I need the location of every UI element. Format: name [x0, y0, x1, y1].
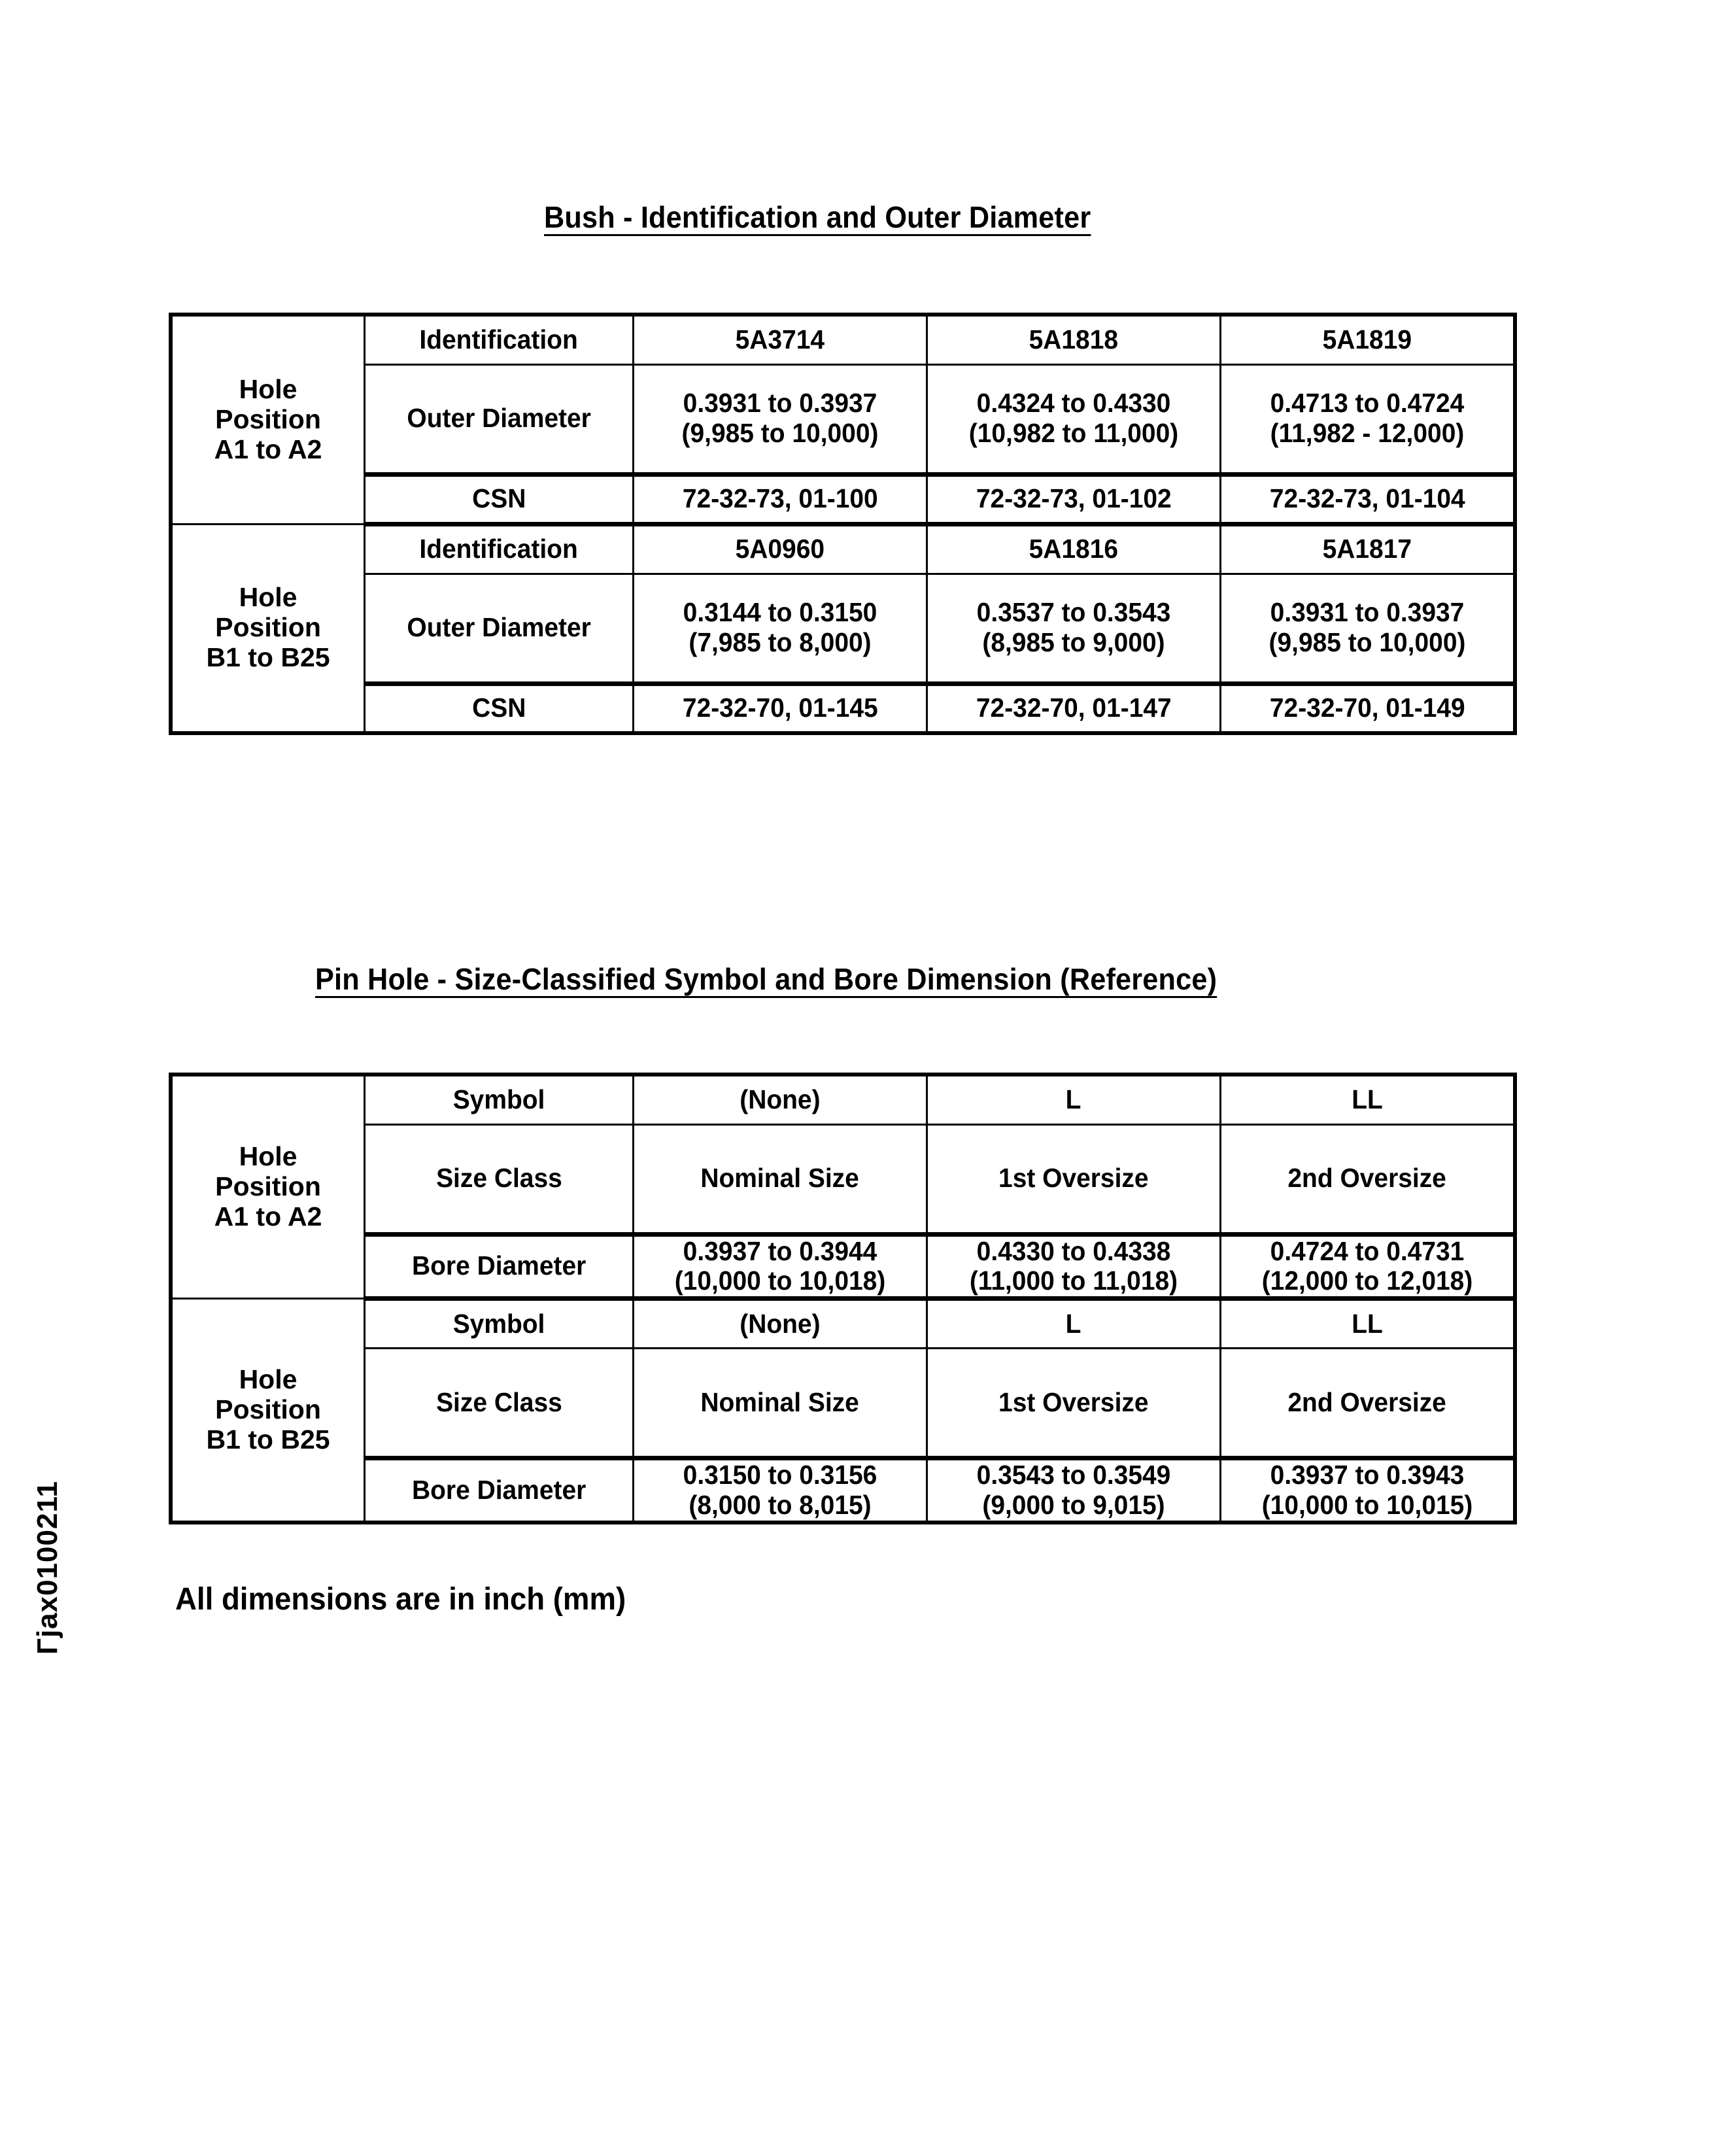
value-line: 72-32-73, 01-100: [682, 483, 878, 514]
value-cell: [634, 1124, 927, 1234]
value-line: (9,985 to 10,000): [681, 418, 879, 448]
value-cell: [1221, 524, 1516, 574]
value-line: Nominal Size: [700, 1386, 860, 1417]
parameter-label-cell: [365, 315, 634, 364]
pin-hole-table-title: Pin Hole - Size-Classified Symbol and Bore Dimension (Reference): [315, 962, 1217, 996]
value-line: 0.3937 to 0.3943: [1270, 1460, 1465, 1490]
hole-position-cell: [171, 524, 365, 733]
hole-position-line: A1 to A2: [214, 434, 322, 464]
value-line: 72-32-70, 01-147: [976, 693, 1172, 723]
hole-position-line: Hole: [239, 582, 298, 613]
hole-position-cell: [171, 315, 365, 524]
table-row: [171, 683, 1515, 733]
value-cell: [634, 1075, 927, 1124]
parameter-label-cell: [365, 1458, 634, 1523]
value-cell: [634, 1458, 927, 1523]
value-cell: [927, 1349, 1221, 1458]
parameter-label: Outer Diameter: [407, 403, 591, 434]
bush-table-title: Bush - Identification and Outer Diameter: [544, 200, 1091, 234]
document-id-label: Гjax0100211: [31, 1481, 63, 1655]
value-line: 5A0960: [735, 534, 825, 564]
table-row: [171, 1075, 1515, 1124]
value-cell: [634, 1299, 927, 1349]
value-line: 5A1817: [1322, 534, 1412, 564]
value-cell: [634, 1234, 927, 1299]
value-cell: [1221, 1075, 1516, 1124]
value-line: (8,000 to 8,015): [689, 1490, 872, 1521]
value-cell: [1221, 364, 1516, 474]
value-line: 72-32-73, 01-102: [976, 483, 1172, 514]
value-line: 0.3150 to 0.3156: [683, 1460, 877, 1490]
value-cell: [634, 574, 927, 683]
value-cell: [1221, 1234, 1516, 1299]
value-line: (8,985 to 9,000): [982, 627, 1165, 657]
parameter-label-cell: [365, 1299, 634, 1349]
value-cell: [927, 524, 1221, 574]
value-line: (10,000 to 10,015): [1261, 1490, 1473, 1521]
value-cell: [927, 1124, 1221, 1234]
parameter-label: Identification: [419, 534, 579, 564]
value-cell: [1221, 315, 1516, 364]
parameter-label-cell: [365, 1234, 634, 1299]
parameter-label-cell: [365, 1124, 634, 1234]
value-line: L: [1066, 1308, 1081, 1339]
hole-position-line: Position: [215, 1171, 321, 1202]
parameter-label: Symbol: [452, 1084, 545, 1114]
hole-position-line: B1 to B25: [206, 1424, 330, 1455]
value-cell: [1221, 1349, 1516, 1458]
table-row: [171, 1124, 1515, 1234]
value-line: (11,000 to 11,018): [969, 1265, 1178, 1296]
parameter-label: CSN: [471, 693, 526, 723]
table-row: [171, 574, 1515, 683]
hole-position-line: Hole: [239, 373, 298, 404]
parameter-label-cell: [365, 474, 634, 524]
value-cell: [1221, 474, 1516, 524]
table-row: [171, 1458, 1515, 1523]
value-line: LL: [1352, 1084, 1383, 1114]
value-line: 0.3931 to 0.3937: [1270, 597, 1465, 628]
bush-identification-outer-diameter-table: [169, 313, 1517, 735]
value-line: 72-32-73, 01-104: [1269, 483, 1465, 514]
value-line: L: [1066, 1084, 1081, 1114]
value-line: 5A1819: [1322, 324, 1412, 354]
value-line: (11,982 - 12,000): [1270, 418, 1465, 448]
table-row: [171, 315, 1515, 364]
value-cell: [634, 524, 927, 574]
value-cell: [1221, 1458, 1516, 1523]
value-cell: [927, 474, 1221, 524]
table-body: [171, 315, 1515, 733]
value-line: (10,000 to 10,018): [674, 1265, 886, 1296]
table-row: [171, 524, 1515, 574]
value-cell: [927, 315, 1221, 364]
parameter-label: Size Class: [435, 1163, 562, 1194]
value-cell: [634, 1349, 927, 1458]
table-row: [171, 474, 1515, 524]
value-line: (12,000 to 12,018): [1261, 1265, 1473, 1296]
value-cell: [1221, 1124, 1516, 1234]
table-row: [171, 1349, 1515, 1458]
value-cell: [927, 1458, 1221, 1523]
value-cell: [634, 474, 927, 524]
table-body: [171, 1075, 1515, 1523]
hole-position-line: Hole: [239, 1364, 298, 1395]
value-line: 0.4724 to 0.4731: [1270, 1235, 1465, 1266]
parameter-label-cell: [365, 524, 634, 574]
value-line: (7,985 to 8,000): [689, 627, 872, 657]
value-line: 0.4713 to 0.4724: [1270, 388, 1465, 419]
value-cell: [927, 1234, 1221, 1299]
value-line: 2nd Oversize: [1287, 1163, 1447, 1194]
value-line: 5A1816: [1029, 534, 1119, 564]
hole-position-line: Position: [215, 1394, 321, 1425]
value-cell: [927, 1299, 1221, 1349]
value-cell: [927, 683, 1221, 733]
value-line: 0.4330 to 0.4338: [976, 1235, 1171, 1266]
value-cell: [1221, 574, 1516, 683]
parameter-label-cell: [365, 574, 634, 683]
value-line: 0.4324 to 0.4330: [976, 388, 1171, 419]
value-line: 72-32-70, 01-145: [682, 693, 878, 723]
pin-hole-size-class-bore-dimension-table: [169, 1073, 1517, 1524]
value-line: 5A1818: [1029, 324, 1119, 354]
parameter-label: Bore Diameter: [411, 1250, 587, 1281]
table-row: [171, 1234, 1515, 1299]
parameter-label-cell: [365, 1075, 634, 1124]
value-line: 0.3931 to 0.3937: [683, 388, 877, 419]
hole-position-cell: [171, 1299, 365, 1523]
value-line: Nominal Size: [700, 1163, 860, 1194]
value-line: (9,985 to 10,000): [1268, 627, 1466, 657]
value-cell: [927, 574, 1221, 683]
value-cell: [1221, 1299, 1516, 1349]
value-line: 72-32-70, 01-149: [1269, 693, 1465, 723]
value-line: 1st Oversize: [998, 1386, 1149, 1417]
parameter-label: Symbol: [452, 1308, 545, 1339]
parameter-label: CSN: [471, 483, 526, 514]
value-cell: [634, 315, 927, 364]
value-line: 5A3714: [735, 324, 825, 354]
value-line: (None): [740, 1308, 821, 1339]
value-cell: [634, 364, 927, 474]
value-line: 0.3144 to 0.3150: [683, 597, 877, 628]
hole-position-line: B1 to B25: [206, 642, 330, 673]
units-note: All dimensions are in inch (mm): [175, 1582, 626, 1617]
hole-position-line: Position: [215, 612, 321, 643]
parameter-label: Identification: [419, 324, 579, 354]
parameter-label: Size Class: [435, 1386, 562, 1417]
value-line: 0.3937 to 0.3944: [683, 1235, 877, 1266]
value-line: (None): [740, 1084, 821, 1114]
hole-position-line: A1 to A2: [214, 1201, 322, 1232]
value-line: (10,982 to 11,000): [968, 418, 1179, 448]
value-line: 1st Oversize: [998, 1163, 1149, 1194]
parameter-label: Outer Diameter: [407, 612, 591, 643]
value-cell: [927, 1075, 1221, 1124]
value-cell: [1221, 683, 1516, 733]
parameter-label: Bore Diameter: [411, 1475, 587, 1506]
value-line: (9,000 to 9,015): [982, 1490, 1165, 1521]
hole-position-line: Position: [215, 404, 321, 434]
table-row: [171, 1299, 1515, 1349]
value-cell: [927, 364, 1221, 474]
value-line: 2nd Oversize: [1287, 1386, 1447, 1417]
hole-position-cell: [171, 1075, 365, 1299]
value-line: 0.3543 to 0.3549: [976, 1460, 1171, 1490]
value-line: 0.3537 to 0.3543: [976, 597, 1171, 628]
parameter-label-cell: [365, 364, 634, 474]
parameter-label-cell: [365, 1349, 634, 1458]
value-line: LL: [1352, 1308, 1383, 1339]
hole-position-line: Hole: [239, 1141, 298, 1172]
table-row: [171, 364, 1515, 474]
parameter-label-cell: [365, 683, 634, 733]
value-cell: [634, 683, 927, 733]
